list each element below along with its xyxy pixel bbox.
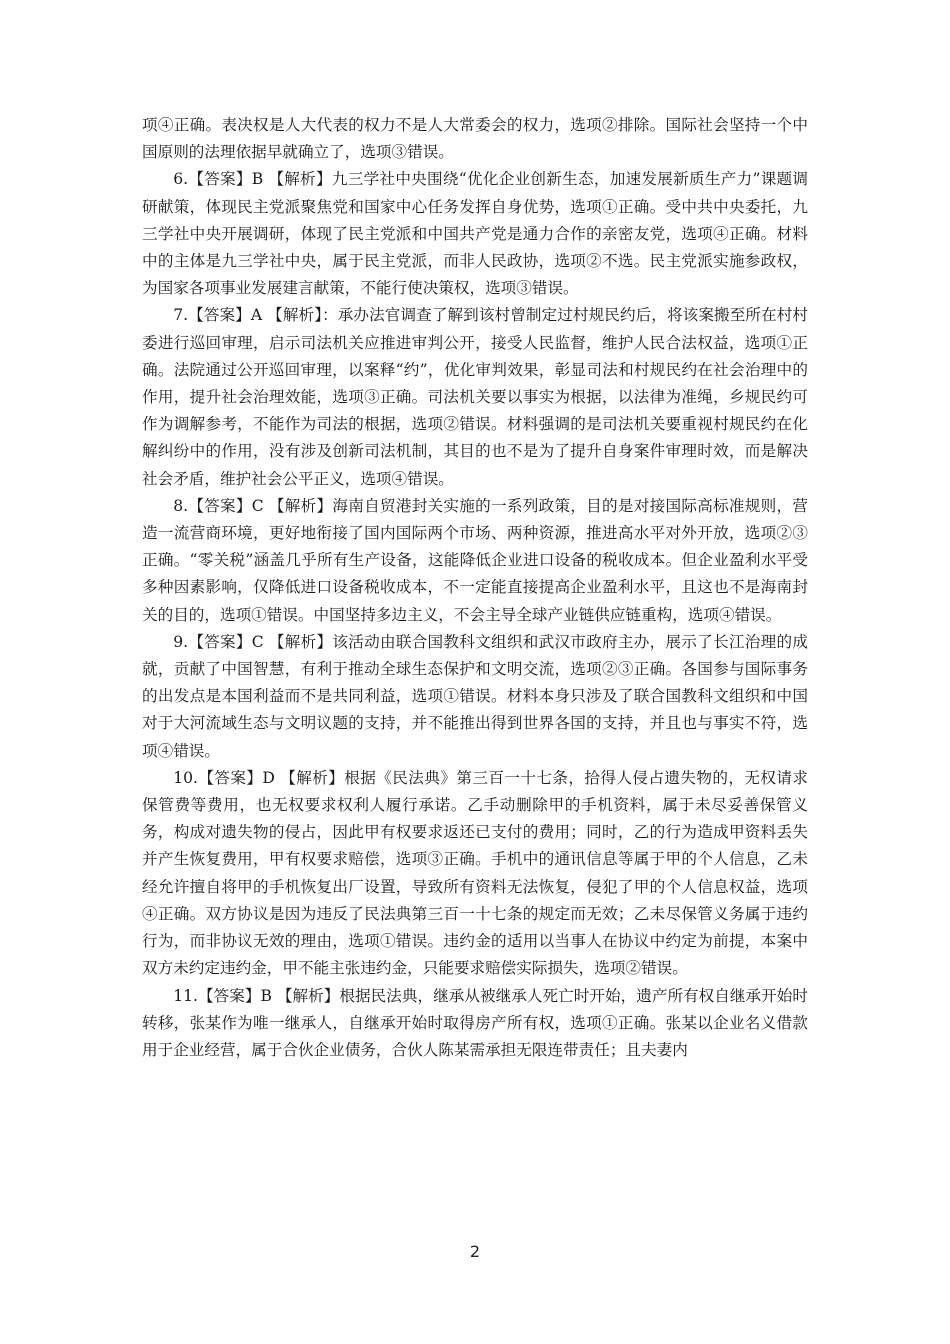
document-body	[142, 112, 808, 1064]
answer-paragraph-10	[142, 765, 808, 983]
answer-paragraph-8	[142, 493, 808, 629]
answer-paragraph-9	[142, 629, 808, 765]
answer-label: 11.【答案】B 【解析】	[173, 986, 340, 1005]
paragraph-text: 根据《民法典》第三百一十七条，拾得人侵占遗失物的，无权请求保管费等费用，也无权要求权利人履行承诺。乙手动删除甲的手机资料，属于未尽妥善保管义务，构成对遗失物的侵占，因此甲有权要求返还已支付的费用；同时，乙的行为造成甲资料丢失并产生恢复费用，甲有权要求赔偿，选项③正确。手机中的通讯信息等属于甲的个人信息，乙未经允许擅自将甲的手机恢复出厂设置，导致所有资料无法恢复，侵犯了甲的个人信息权益，选项④正确。双方协议是因为违反了民法典第三百一十七条的规定而无效；乙未尽保管义务属于违约行为，而非协议无效的理由，选项①错误。违约金的适用以当事人在协议中约定为前提，本案中双方未约定违约金，甲不能主张违约金，只能要求赔偿实际损失，选项②错误。	[142, 768, 808, 978]
paragraph-text: ：承办法官调查了解到该村曾制定过村规民约后，将该案搬至所在村村委进行巡回审理，启示司法机关应推进审判公开，接受人民监督，维护人民合法权益，选项①正确。法院通过公开巡回审理，以案释“约”，优化审判效果，彰显司法和村规民约在社会治理中的作用，提升社会治理效能，选项③正确。司法机关要以事实为根据，以法律为准绳，乡规民约可作为调解参考，不能作为司法的根据，选项②错误。材料强调的是司法机关要重视村规民约在化解纠纷中的作用，没有涉及创新司法机制，其目的也不是为了提升自身案件审理时效，而是解决社会矛盾，维护社会公平正义，选项④错误。	[142, 306, 808, 488]
paragraph-text: 项④正确。表决权是人大代表的权力不是人大常委会的权力，选项②排除。国际社会坚持一个中国原则的法理依据早就确立了，选项③错误。	[142, 116, 808, 162]
answer-paragraph-11	[142, 983, 808, 1065]
answer-label: 10.【答案】D 【解析】	[173, 768, 345, 787]
paragraph-text: 海南自贸港封关实施的一系列政策，目的是对接国际高标准规则，营造一流营商环境，更好地衔接了国内国际两个市场、两种资源，推进高水平对外开放，选项②③正确。“零关税”涵盖几乎所有生产设备，这能降低企业进口设备的税收成本。但企业盈利水平受多种因素影响，仅降低进口设备税收成本，不一定能直接提高企业盈利水平，且这也不是海南封关的目的，选项①错误。中国坚持多边主义，不会主导全球产业链供应链重构，选项④错误。	[142, 496, 808, 624]
page-number: 2	[469, 1242, 481, 1261]
answer-paragraph-6	[142, 166, 808, 302]
paragraph-continuation	[142, 112, 808, 166]
answer-label: 9.【答案】C 【解析】	[173, 632, 333, 651]
paragraph-text: 根据民法典，继承从被继承人死亡时开始，遗产所有权自继承开始时转移，张某作为唯一继承人，自继承开始时取得房产所有权，选项①正确。张某以企业名义借款用于企业经营，属于合伙企业债务，合伙人陈某需承担无限连带责任；且夫妻内	[142, 986, 808, 1059]
paragraph-text: 九三学社中央围绕“优化企业创新生态，加速发展新质生产力”课题调研献策，体现民主党派聚焦党和国家中心任务发挥自身优势，选项①正确。受中共中央委托，九三学社中央开展调研，体现了民主党派和中国共产党是通力合作的亲密友党，选项④正确。材料中的主体是九三学社中央，属于民主党派，而非人民政协，选项②不选。民主党派实施参政权，为国家各项事业发展建言献策，不能行使决策权，选项③错误。	[142, 170, 808, 298]
paragraph-text: 该活动由联合国教科文组织和武汉市政府主办，展示了长江治理的成就，贡献了中国智慧，有利于推动全球生态保护和文明交流，选项②③正确。各国参与国际事务的出发点是本国利益而不是共同利益，选项①错误。材料本身只涉及了联合国教科文组织和中国对于大河流域生态与文明议题的支持，并不能推出得到世界各国的支持，并且也与事实不符，选项④错误。	[142, 632, 808, 760]
answer-label: 8.【答案】C 【解析】	[173, 496, 333, 515]
answer-paragraph-7	[142, 302, 808, 492]
answer-label: 7.【答案】A 【解析】	[173, 306, 323, 325]
answer-label: 6.【答案】B 【解析】	[173, 170, 332, 189]
